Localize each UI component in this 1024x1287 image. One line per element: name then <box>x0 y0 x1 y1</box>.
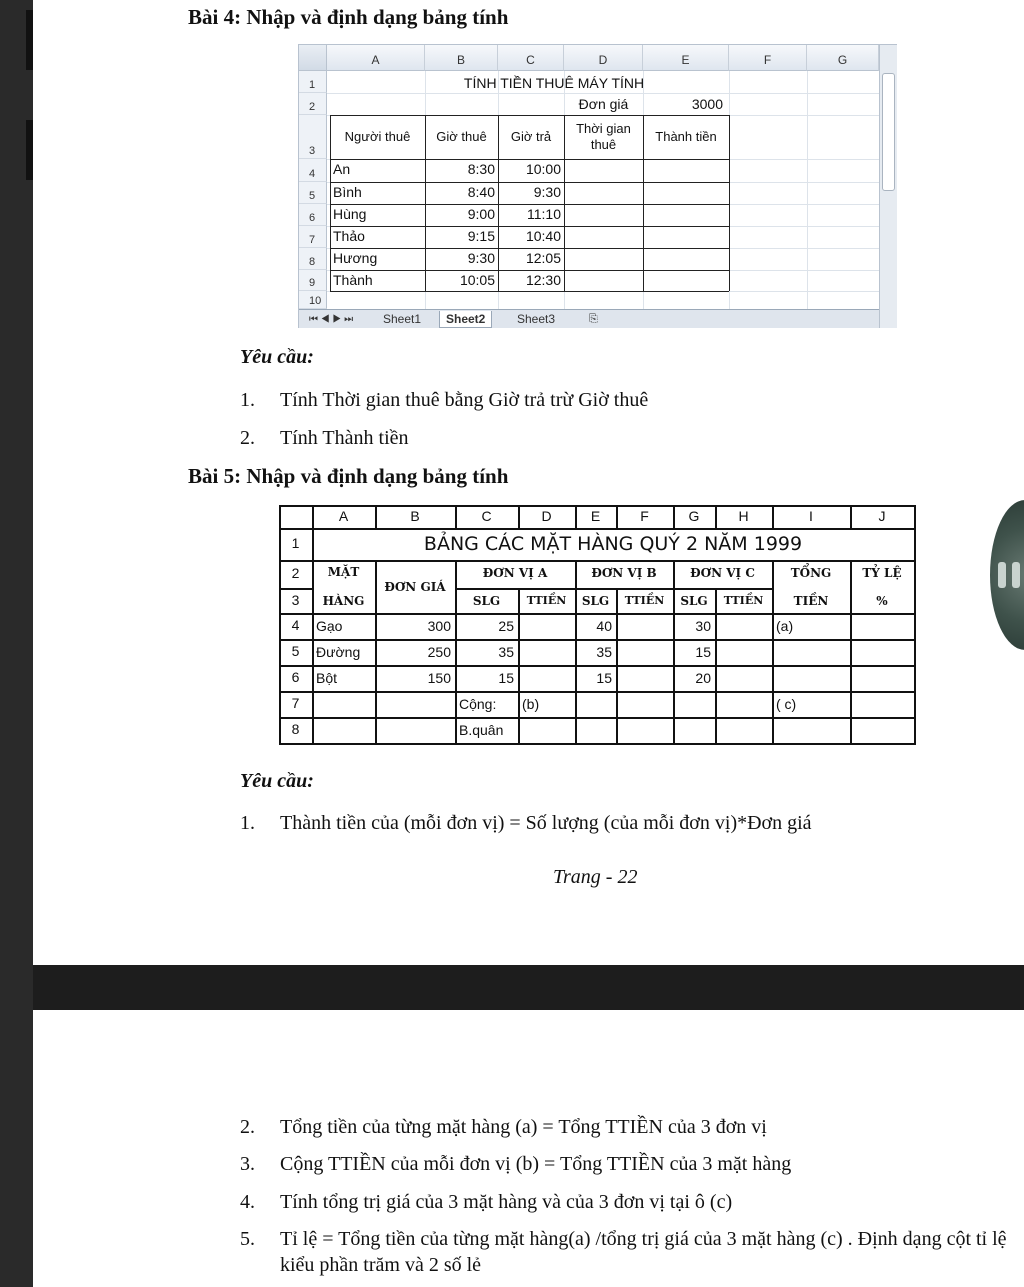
bquan-label: B.quân <box>459 722 504 738</box>
row-number: 8 <box>291 721 300 737</box>
slg-c-cell: 30 <box>695 618 711 634</box>
item-price-cell: 250 <box>427 644 451 660</box>
column-letter: B <box>410 508 420 524</box>
renter-name-cell: Hùng <box>333 206 367 222</box>
bai5-req-2: 2. Tổng tiền của từng mặt hàng (a) = Tổng TTIỀN của 3 đơn vị <box>240 1116 767 1138</box>
bai5-table <box>279 505 916 745</box>
ty-le-header-1: TỶ LỆ <box>862 566 902 580</box>
renter-name-cell: An <box>333 161 351 177</box>
don-gia-header: ĐƠN GIÁ <box>384 580 446 594</box>
excel-column-header: E <box>643 45 729 71</box>
table-title: BẢNG CÁC MẶT HÀNG QUÝ 2 NĂM 1999 <box>423 533 803 555</box>
table-border <box>330 226 729 227</box>
end-time-cell: 11:10 <box>527 206 561 222</box>
slg-header: SLG <box>472 594 501 608</box>
end-time-cell: 10:40 <box>525 228 561 244</box>
start-time-cell: 9:15 <box>467 228 495 244</box>
excel-screenshot <box>298 44 897 328</box>
excel-row-header: 3 <box>299 115 327 159</box>
row-number: 6 <box>291 669 300 685</box>
sheet-tab-3: Sheet3 <box>517 312 556 326</box>
excel-row-header: 6 <box>299 204 327 226</box>
bai5-req-1: 1. Thành tiền của (mỗi đơn vị) = Số lượng (của mỗi đơn vị)*Đơn giá <box>240 812 812 834</box>
mat-hang-header-1: MẶT <box>327 565 360 579</box>
column-letter: D <box>541 508 552 524</box>
start-time-cell: 8:30 <box>467 161 495 177</box>
bai4-requirement-label: Yêu cầu: <box>240 346 314 368</box>
tong-tien-header-1: TỔNG <box>790 566 832 580</box>
item-name-cell: Đường <box>316 644 361 660</box>
sheet-header-cell: Giờ thuê <box>436 129 487 144</box>
slg-b-cell: 35 <box>596 644 612 660</box>
excel-row-header: 8 <box>299 248 327 270</box>
end-time-cell: 12:30 <box>525 272 561 288</box>
excel-row-header: 5 <box>299 182 327 204</box>
left-bar-mark <box>26 10 33 70</box>
excel-select-all-corner <box>299 45 327 71</box>
renter-name-cell: Thảo <box>333 228 365 244</box>
bai5-req-4: 4. Tính tổng trị giá của 3 mặt hàng và của 3 đơn vị tại ô (c) <box>240 1191 733 1213</box>
column-letter: I <box>809 508 813 524</box>
ttien-header: TTIỀN <box>624 594 665 607</box>
row-number: 3 <box>291 591 300 608</box>
slg-a-cell: 15 <box>498 670 514 686</box>
mat-hang-header-2: HÀNG <box>322 594 365 608</box>
table-border <box>330 159 729 160</box>
bai5-req-3: 3. Cộng TTIỀN của mỗi đơn vị (b) = Tổng TTIỀN của 3 mặt hàng <box>240 1153 792 1175</box>
slg-c-cell: 15 <box>695 644 711 660</box>
column-letter: A <box>338 508 349 524</box>
bai4-title: Bài 4: Nhập và định dạng bảng tính <box>188 5 509 29</box>
excel-row-header: 7 <box>299 226 327 248</box>
excel-row-header: 10 <box>299 291 327 309</box>
renter-name-cell: Hương <box>333 250 378 266</box>
row-number: 1 <box>291 535 300 551</box>
excel-scroll-thumb <box>882 73 895 191</box>
mark-c: ( c) <box>776 696 797 712</box>
table-border <box>330 270 729 271</box>
sheet-header-cell: Người thuê <box>344 129 411 144</box>
item-price-cell: 150 <box>427 670 451 686</box>
excel-column-header: C <box>498 45 564 71</box>
start-time-cell: 10:05 <box>459 272 495 288</box>
excel-gridline <box>327 93 879 94</box>
table-border <box>330 182 729 183</box>
column-letter: C <box>481 508 492 524</box>
sheet-header-cell: Thành tiền <box>655 129 717 144</box>
don-vi-c-header: ĐƠN VỊ C <box>690 566 755 580</box>
start-time-cell: 9:30 <box>467 250 495 266</box>
item-name-cell: Bột <box>316 670 338 686</box>
don-vi-a-header: ĐƠN VỊ A <box>482 566 548 580</box>
excel-column-header: D <box>564 45 643 71</box>
bai4-req-2: 2. Tính Thành tiền <box>240 427 409 449</box>
bai5-title: Bài 5: Nhập và định dạng bảng tính <box>188 464 509 488</box>
renter-name-cell: Bình <box>333 184 362 200</box>
mark-a: (a) <box>776 618 794 634</box>
slg-a-cell: 35 <box>498 644 514 660</box>
don-vi-b-header: ĐƠN VỊ B <box>591 566 657 580</box>
sheet-header-cell: Giờ trả <box>510 129 552 144</box>
excel-vertical-scrollbar <box>879 45 897 328</box>
excel-column-header: B <box>425 45 498 71</box>
thumbnail-figure-icon <box>998 562 1006 588</box>
excel-column-header: A <box>327 45 425 71</box>
slg-b-cell: 40 <box>596 618 612 634</box>
slg-b-cell: 15 <box>596 670 612 686</box>
table-border <box>330 248 729 249</box>
column-letter: H <box>738 508 749 524</box>
column-letter: J <box>878 508 886 524</box>
row-number: 2 <box>291 565 300 581</box>
don-gia-label: Đơn giá <box>578 96 629 112</box>
excel-column-header: F <box>729 45 807 71</box>
column-letter: E <box>590 508 601 524</box>
new-sheet-icon: ⎘ <box>589 313 598 325</box>
page-gap <box>33 965 1024 1010</box>
table-border <box>330 204 729 205</box>
table-border <box>330 291 729 292</box>
cong-label: Cộng: <box>459 696 497 712</box>
excel-gridline <box>807 71 808 309</box>
bai5-requirement-label: Yêu cầu: <box>240 770 314 792</box>
left-bar-mark <box>26 120 33 180</box>
table-border <box>729 115 730 291</box>
slg-a-cell: 25 <box>498 618 514 634</box>
end-time-cell: 12:05 <box>525 250 561 266</box>
end-time-cell: 10:00 <box>525 161 561 177</box>
renter-name-cell: Thành <box>333 272 373 288</box>
bai4-req-1: 1. Tính Thời gian thuê bằng Giờ trả trừ Giờ thuê <box>240 389 649 411</box>
slg-header: SLG <box>680 594 708 608</box>
column-letter: G <box>688 508 700 524</box>
sheet-title: TÍNH TIỀN THUÊ MÁY TÍNH <box>463 75 645 91</box>
ttien-header: TTIỀN <box>526 594 567 607</box>
thumbnail-figure-icon <box>1012 562 1020 588</box>
row-number: 7 <box>291 695 300 711</box>
sheet-tab-2: Sheet2 <box>439 311 492 328</box>
excel-row-header: 4 <box>299 159 327 182</box>
row-number: 5 <box>291 643 300 659</box>
sheet-header-cell: Thời gian thuê <box>576 121 631 152</box>
don-gia-value: 3000 <box>691 96 723 112</box>
ty-le-header-2: % <box>876 594 888 608</box>
excel-column-header: G <box>807 45 879 71</box>
tong-tien-header-2: TIỀN <box>793 594 829 608</box>
page-footer: Trang - 22 <box>553 866 638 888</box>
bai5-req-5: 5. Tỉ lệ = Tổng tiền của từng mặt hàng(a) /tổng trị giá của 3 mặt hàng (c) . Định dạng cột tỉ lệ kiểu phần trăm và 2 số lẻ <box>240 1228 1007 1276</box>
excel-row-header: 2 <box>299 93 327 115</box>
excel-row-header: 1 <box>299 71 327 93</box>
start-time-cell: 9:00 <box>467 206 495 222</box>
row-number: 4 <box>291 617 300 633</box>
left-viewer-bar <box>0 0 33 1287</box>
sheet-nav-icons: ⏮ ◀ ▶ ⏭ <box>309 314 354 325</box>
excel-sheet-tabs <box>299 309 879 328</box>
slg-header: SLG <box>581 594 610 608</box>
item-price-cell: 300 <box>427 618 451 634</box>
excel-row-header: 9 <box>299 270 327 291</box>
sheet-tab-1: Sheet1 <box>383 312 422 326</box>
end-time-cell: 9:30 <box>533 184 561 200</box>
mark-b: (b) <box>522 696 540 712</box>
ttien-header: TTIỀN <box>723 594 764 607</box>
start-time-cell: 8:40 <box>467 184 495 200</box>
table-line <box>914 505 916 743</box>
table-line <box>279 743 916 745</box>
column-letter: F <box>640 508 649 524</box>
item-name-cell: Gạo <box>316 618 343 634</box>
slg-c-cell: 20 <box>695 670 711 686</box>
